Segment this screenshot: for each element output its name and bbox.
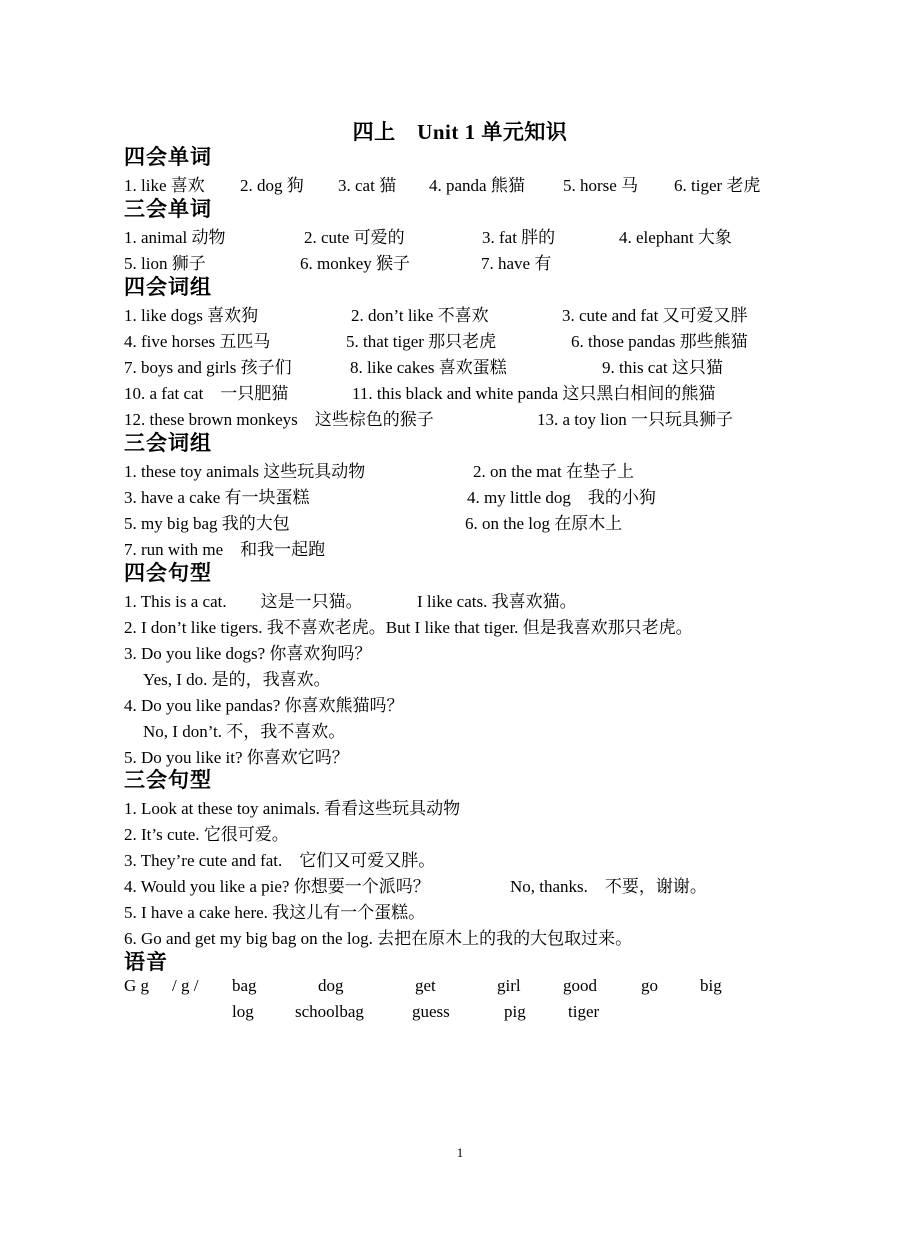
word-item: 3. cat 猫 <box>338 176 397 195</box>
phonics-word: good <box>563 976 597 995</box>
section-heading-phrases3: 三会词组 <box>124 431 212 455</box>
phonics-word: girl <box>497 976 521 995</box>
page-title: 四上 Unit 1 单元知识 <box>352 120 568 144</box>
phonics-word: pig <box>504 1002 526 1021</box>
phonics-word: log <box>232 1002 254 1021</box>
phonics-word: bag <box>232 976 257 995</box>
sentence-row <box>0 898 920 924</box>
sentence-item: 4. Would you like a pie? 你想要一个派吗？ <box>124 877 430 896</box>
sentence-row <box>0 691 920 717</box>
word-item: 1. like 喜欢 <box>124 176 205 195</box>
phrase-item: 4. my little dog 我的小狗 <box>467 488 656 507</box>
phrase-item: 4. five horses 五匹马 <box>124 332 271 351</box>
phonics-letter: G g <box>124 976 150 995</box>
sentence-row <box>0 639 920 665</box>
phrases3-row <box>0 483 920 509</box>
phrase-item: 1. these toy animals 这些玩具动物 <box>124 462 366 481</box>
sentence-row <box>0 665 920 691</box>
sentence-row <box>0 820 920 846</box>
phrase-item: 8. like cakes 喜欢蛋糕 <box>350 358 507 377</box>
phrase-item: 2. don’t like 不喜欢 <box>351 306 489 325</box>
phrase-item: 10. a fat cat 一只肥猫 <box>124 384 289 403</box>
phrase-item: 13. a toy lion 一只玩具狮子 <box>537 410 733 429</box>
phonics-word: dog <box>318 976 344 995</box>
sentence-item: 5. I have a cake here. 我这儿有一个蛋糕。 <box>124 903 426 922</box>
sentence-item: No, I don’t. 不，我不喜欢。 <box>143 722 346 741</box>
phonics-word: schoolbag <box>295 1002 364 1021</box>
word-item: 4. elephant 大象 <box>619 228 732 247</box>
word-item: 4. panda 熊猫 <box>429 176 525 195</box>
phonics-row <box>0 1002 920 1028</box>
phrase-item: 11. this black and white panda 这只黑白相间的熊猫 <box>352 384 716 403</box>
phonics-word: tiger <box>568 1002 600 1021</box>
section-heading-phrases4: 四会词组 <box>124 275 212 299</box>
sentence-row <box>0 794 920 820</box>
sentence-item: 1. This is a cat. 这是一只猫。 <box>124 592 363 611</box>
word-item: 6. tiger 老虎 <box>674 176 761 195</box>
sentence-item: 5. Do you like it? 你喜欢它吗？ <box>124 748 349 767</box>
sentence-item: 2. It’s cute. 它很可爱。 <box>124 825 289 844</box>
words3-row <box>0 223 920 249</box>
phrases3-row <box>0 457 920 483</box>
phrases4-row <box>0 379 920 405</box>
phrase-item: 2. on the mat 在垫子上 <box>473 462 635 481</box>
section-heading-words3: 三会单词 <box>124 197 212 221</box>
sentence-item: 6. Go and get my big bag on the log. 去把在原木上的我的大包取过来。 <box>124 929 633 948</box>
phonics-row <box>0 976 920 1002</box>
phrase-item: 7. run with me 和我一起跑 <box>124 540 326 559</box>
section-heading-words4: 四会单词 <box>124 145 212 169</box>
sentence-row <box>0 717 920 743</box>
phrase-item: 3. have a cake 有一块蛋糕 <box>124 488 310 507</box>
phrase-item: 6. on the log 在原木上 <box>465 514 623 533</box>
word-item: 5. horse 马 <box>563 176 639 195</box>
phonics-sound: / g / <box>172 976 199 995</box>
sentence-item: 3. They’re cute and fat. 它们又可爱又胖。 <box>124 851 436 870</box>
section-heading-sent3: 三会句型 <box>124 768 212 792</box>
phrase-item: 9. this cat 这只猫 <box>602 358 723 377</box>
sentence-item: 1. Look at these toy animals. 看看这些玩具动物 <box>124 799 461 818</box>
phonics-word: go <box>641 976 658 995</box>
phrase-item: 5. that tiger 那只老虎 <box>346 332 497 351</box>
word-item: 6. monkey 猴子 <box>300 254 411 273</box>
phrase-item: 7. boys and girls 孩子们 <box>124 358 292 377</box>
phrase-item: 3. cute and fat 又可爱又胖 <box>562 306 748 325</box>
page-number: 1 <box>456 1145 464 1160</box>
sentence-item: No, thanks. 不要，谢谢。 <box>510 877 707 896</box>
word-item: 2. dog 狗 <box>240 176 304 195</box>
sentence-item: 2. I don’t like tigers. 我不喜欢老虎。But I like that tiger. 但是我喜欢那只老虎。 <box>124 618 693 637</box>
word-item: 1. animal 动物 <box>124 228 226 247</box>
phrases4-row <box>0 301 920 327</box>
sentence-item: 3. Do you like dogs? 你喜欢狗吗？ <box>124 644 372 663</box>
word-item: 3. fat 胖的 <box>482 228 556 247</box>
phrase-item: 12. these brown monkeys 这些棕色的猴子 <box>124 410 434 429</box>
sentence-item: Yes, I do. 是的，我喜欢。 <box>143 670 331 689</box>
sentence-row <box>0 872 920 898</box>
sentence-row <box>0 613 920 639</box>
word-item: 5. lion 狮子 <box>124 254 206 273</box>
sentence-item: I like cats. 我喜欢猫。 <box>417 592 577 611</box>
section-heading-sent4: 四会句型 <box>124 561 212 585</box>
phrase-item: 1. like dogs 喜欢狗 <box>124 306 259 325</box>
phonics-word: guess <box>412 1002 450 1021</box>
sentence-item: 4. Do you like pandas? 你喜欢熊猫吗？ <box>124 696 404 715</box>
sentence-row <box>0 846 920 872</box>
phonics-word: big <box>700 976 722 995</box>
word-item: 2. cute 可爱的 <box>304 228 405 247</box>
phrase-item: 6. those pandas 那些熊猫 <box>571 332 748 351</box>
sentence-row <box>0 587 920 613</box>
phrases4-row <box>0 327 920 353</box>
phrases3-row <box>0 509 920 535</box>
phonics-word: get <box>415 976 436 995</box>
phrase-item: 5. my big bag 我的大包 <box>124 514 290 533</box>
phrases4-row <box>0 353 920 379</box>
section-heading-phonics: 语音 <box>124 950 168 974</box>
word-item: 7. have 有 <box>481 254 552 273</box>
